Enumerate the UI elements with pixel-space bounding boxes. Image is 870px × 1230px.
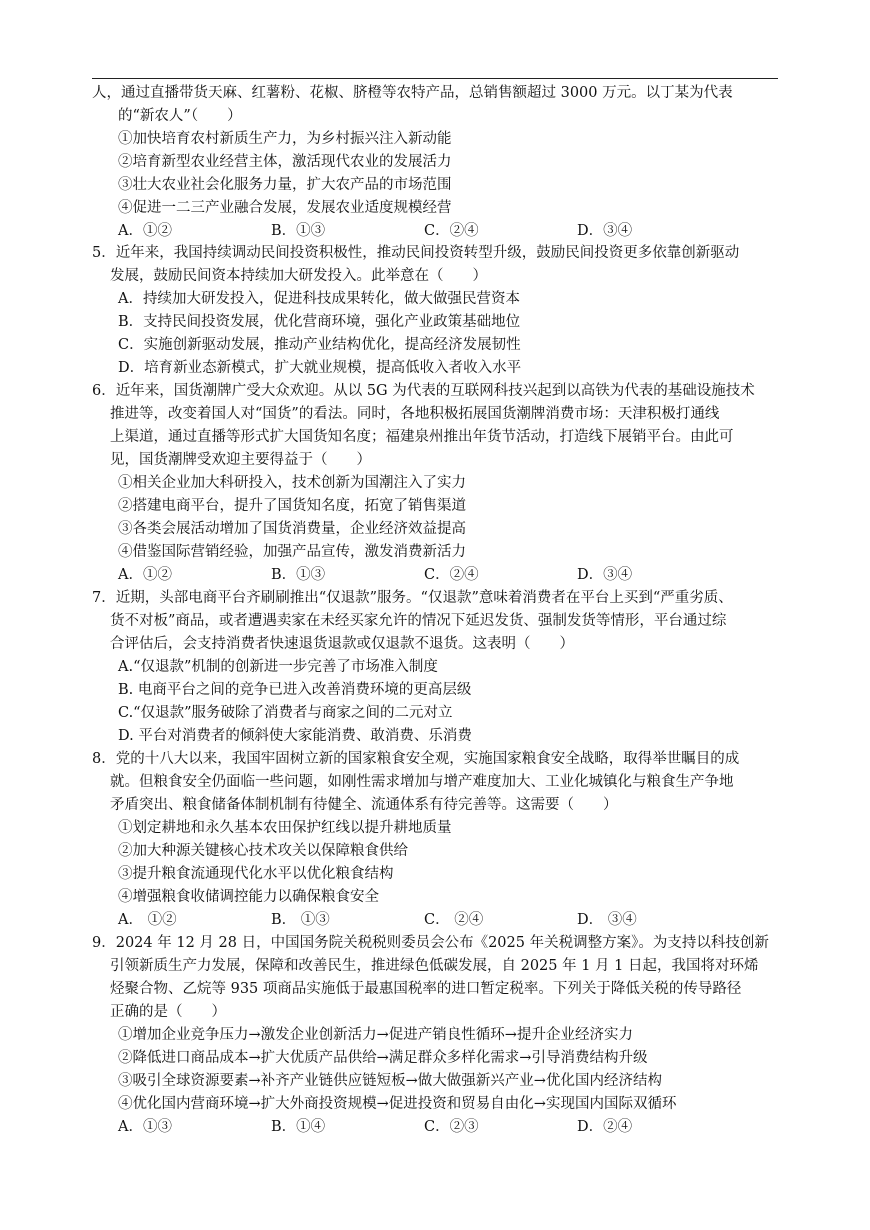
statement-item: ④借鉴国际营销经验，加强产品宣传，激发消费新活力 <box>118 544 466 560</box>
option-a: A．持续加大研发投入，促进科技成果转化，做大做强民营资本 <box>118 291 520 307</box>
question-stem-line: 5．近年来，我国持续调动民间投资积极性，推动民间投资转型升级，鼓励民间投资更多依靠创新驱动 <box>92 245 740 261</box>
choice-b: B．①③ <box>271 567 326 583</box>
statement-item: ①加快培育农村新质生产力，为乡村振兴注入新动能 <box>118 131 452 147</box>
statement-item: ①相关企业加大科研投入，技术创新为国潮注入了实力 <box>118 475 466 491</box>
question-stem-line: 的“新农人”（ ） <box>118 108 242 124</box>
question-7 <box>92 587 790 748</box>
question-stem-line: 见，国货潮牌受欢迎主要得益于（ ） <box>110 452 371 468</box>
choice-c: C．②④ <box>424 223 479 239</box>
question-stem-line: 矛盾突出、粮食储备体制机制有待健全、流通体系有待完善等。这需要（ ） <box>110 797 618 813</box>
option-a: A.“仅退款”机制的创新进一步完善了市场准入制度 <box>118 659 438 675</box>
question-9 <box>92 932 790 1139</box>
question-stem-line: 货不对板”商品，或者遭遇卖家在未经买家允许的情况下延迟发货、强制发货等情形，平台通过综 <box>110 613 727 629</box>
statement-item: ④优化国内营商环境→扩大外商投资规模→促进投资和贸易自由化→实现国内国际双循环 <box>118 1096 677 1112</box>
choice-b: B．①③ <box>271 223 326 239</box>
statement-item: ④促进一二三产业融合发展，发展农业适度规模经营 <box>118 200 452 216</box>
choice-d: D．③④ <box>577 223 633 239</box>
statement-item: ③提升粮食流通现代化水平以优化粮食结构 <box>118 866 394 882</box>
question-stem-line: 7．近期，头部电商平台齐刷刷推出“仅退款”服务。“仅退款”意味着消费者在平台上买到“严重劣质、 <box>92 590 733 606</box>
option-b: B．支持民间投资发展，优化营商环境，强化产业政策基础地位 <box>118 314 521 330</box>
statement-item: ③各类会展活动增加了国货消费量，企业经济效益提高 <box>118 521 466 537</box>
question-8 <box>92 748 790 932</box>
header-rule <box>92 78 778 79</box>
choice-d: D．②④ <box>577 1119 633 1135</box>
choice-c: C． ②④ <box>424 912 484 928</box>
answer-choices <box>110 1116 790 1139</box>
question-stem-line: 烃聚合物、乙烷等 935 项商品实施低于最惠国税率的进口暂定税率。下列关于降低关税的传导路径 <box>110 981 742 997</box>
statement-item: ②培育新型农业经营主体，激活现代农业的发展活力 <box>118 154 452 170</box>
choice-a: A． ①② <box>118 912 177 928</box>
question-stem-line: 正确的是（ ） <box>110 1004 226 1020</box>
question-6 <box>92 380 790 587</box>
choice-d: D． ③④ <box>577 912 637 928</box>
statement-item: ②加大种源关键核心技术攻关以保障粮食供给 <box>118 843 408 859</box>
question-stem-line: 6．近年来，国货潮牌广受大众欢迎。从以 5G 为代表的互联网科技兴起到以高铁为代表的基础设施技术 <box>92 383 755 399</box>
question-stem-line: 8．党的十八大以来，我国牢固树立新的国家粮食安全观，实施国家粮食安全战略，取得举世瞩目的成 <box>92 751 740 767</box>
option-b: B. 电商平台之间的竞争已进入改善消费环境的更高层级 <box>118 682 472 698</box>
question-4-continued <box>92 82 790 243</box>
statement-item: ③壮大农业社会化服务力量，扩大农产品的市场范围 <box>118 177 452 193</box>
choice-c: C．②④ <box>424 567 479 583</box>
question-stem-line: 9．2024 年 12 月 28 日，中国国务院关税税则委员会公布《2025 年关税调整方案》。为支持以科技创新 <box>92 935 769 951</box>
answer-choices <box>110 220 790 243</box>
statement-item: ①增加企业竞争压力→激发企业创新活力→促进产销良性循环→提升企业经济实力 <box>118 1027 633 1043</box>
option-d: D．培育新业态新模式，扩大就业规模，提高低收入者收入水平 <box>118 360 522 376</box>
question-stem-line: 发展，鼓励民间资本持续加大研发投入。此举意在（ ） <box>110 268 487 284</box>
question-stem-line: 人，通过直播带货天麻、红薯粉、花椒、脐橙等农特产品，总销售额超过 3000 万元。以丁某为代表 <box>92 85 733 101</box>
option-c: C.“仅退款”服务破除了消费者与商家之间的二元对立 <box>118 705 453 721</box>
choice-d: D．③④ <box>577 567 633 583</box>
statement-item: ②搭建电商平台，提升了国货知名度，拓宽了销售渠道 <box>118 498 466 514</box>
question-stem-line: 上渠道，通过直播等形式扩大国货知名度；福建泉州推出年货节活动，打造线下展销平台。由此可 <box>110 429 734 445</box>
choice-c: C．②③ <box>424 1119 479 1135</box>
question-stem-line: 引领新质生产力发展，保障和改善民生，推进绿色低碳发展，自 2025 年 1 月 1 日起，我国将对环烯 <box>110 958 759 974</box>
choice-a: A．①② <box>118 223 172 239</box>
option-c: C．实施创新驱动发展，推动产业结构优化，提高经济发展韧性 <box>118 337 521 353</box>
statement-item: ①划定耕地和永久基本农田保护红线以提升耕地质量 <box>118 820 452 836</box>
question-5 <box>92 242 790 380</box>
choice-b: B．①④ <box>271 1119 326 1135</box>
question-stem-line: 合评估后，会支持消费者快速退货退款或仅退款不退货。这表明（ ） <box>110 636 574 652</box>
statement-item: ③吸引全球资源要素→补齐产业链供应链短板→做大做强新兴产业→优化国内经济结构 <box>118 1073 662 1089</box>
option-d: D. 平台对消费者的倾斜使大家能消费、敢消费、乐消费 <box>118 728 472 744</box>
choice-a: A．①② <box>118 567 172 583</box>
question-stem-line: 就。但粮食安全仍面临一些问题，如刚性需求增加与增产难度加大、工业化城镇化与粮食生产争地 <box>110 774 734 790</box>
answer-choices <box>110 564 790 587</box>
choice-a: A．①③ <box>118 1119 172 1135</box>
choice-b: B． ①③ <box>271 912 330 928</box>
answer-choices <box>110 909 790 932</box>
statement-item: ②降低进口商品成本→扩大优质产品供给→满足群众多样化需求→引导消费结构升级 <box>118 1050 648 1066</box>
question-stem-line: 推进等，改变着国人对“国货”的看法。同时，各地积极拓展国货潮牌消费市场：天津积极打通线 <box>110 406 720 422</box>
statement-item: ④增强粮食收储调控能力以确保粮食安全 <box>118 889 379 905</box>
